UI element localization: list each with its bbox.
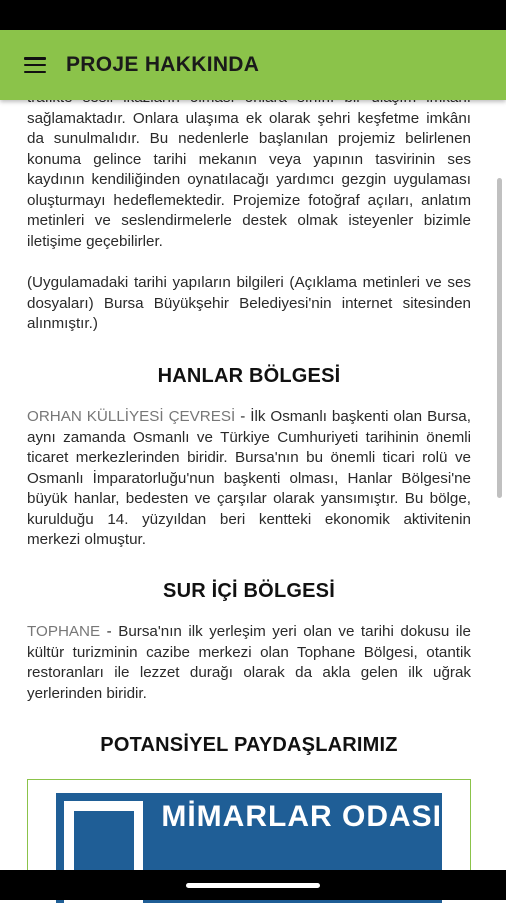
scroll-content[interactable] [0, 100, 506, 870]
hanlar-label: ORHAN KÜLLİYESİ ÇEVRESİ [27, 408, 236, 425]
page-title: PROJE HAKKINDA [66, 53, 260, 76]
hanlar-text: - İlk Osmanlı başkenti olan Bursa, aynı zamanda Osmanlı ve Türkiye Cumhuriyeti tarihinin önemli ticaret merkezlerinden biridir. Bursa'nın bu önemli ticari rolü ve Osmanlı İmparatorluğu'nun başkenti olması, Hanlar Bölgesi'ne büyük hanlar, bedesten ve çarşılar olarak yansımıştır. Bu bölge, kurulduğu 14. yüzyıldan beri kentteki ekonomik aktivitenin merkezi olmuştur. [27, 408, 471, 548]
home-gesture-handle[interactable] [186, 883, 320, 888]
scrollbar[interactable] [497, 178, 502, 498]
sur-ici-heading: SUR İÇİ BÖLGESİ [163, 579, 335, 602]
app-bar [0, 30, 506, 100]
source-note: (Uygulamadaki tarihi yapıların bilgileri (Açıklama metinleri ve ses dosyaları) Bursa Büyükşehir Belediyesi'nin internet sitesinden alınmıştır.) [27, 274, 471, 332]
menu-button[interactable] [0, 30, 70, 100]
hanlar-heading: HANLAR BÖLGESİ [157, 364, 341, 387]
hamburger-menu-icon [24, 57, 46, 73]
sur-ici-text: - Bursa'nın ilk yerleşim yeri olan ve tarihi dokusu ile kültür turizminin cazibe merkezi olan Tophane Bölgesi, otantik restoranları ile lezzet durağı olarak da akla gelen ilk uğrak yerlerinden biridir. [27, 623, 471, 702]
logo-text: MİMARLAR ODASI [161, 799, 442, 833]
intro-paragraph: sağlamaktadır. Onlara ulaşıma ek olarak şehri keşfetme imkânı da sunulmalıdır. Bu nedenlerle başlanılan projemiz belirlenen konuma gelince tarihi mekanın veya yapının tasvirinin ses kaydının kendiliğinden oynatılacağı yardımcı gezgin uygulaması oluşturmayı hedeflemektedir. Projemize fotoğraf açıları, anlatım metinleri ve seslendirmelerle destek olmak isteyenler bizimle iletişime geçebilirler. [27, 109, 471, 250]
hanlar-paragraph [27, 407, 471, 551]
sur-ici-label: TOPHANE [27, 623, 101, 640]
navigation-bar [0, 870, 506, 900]
status-bar [0, 0, 506, 30]
sur-ici-paragraph [27, 622, 471, 704]
stakeholders-heading: POTANSİYEL PAYDAŞLARIMIZ [100, 734, 398, 756]
